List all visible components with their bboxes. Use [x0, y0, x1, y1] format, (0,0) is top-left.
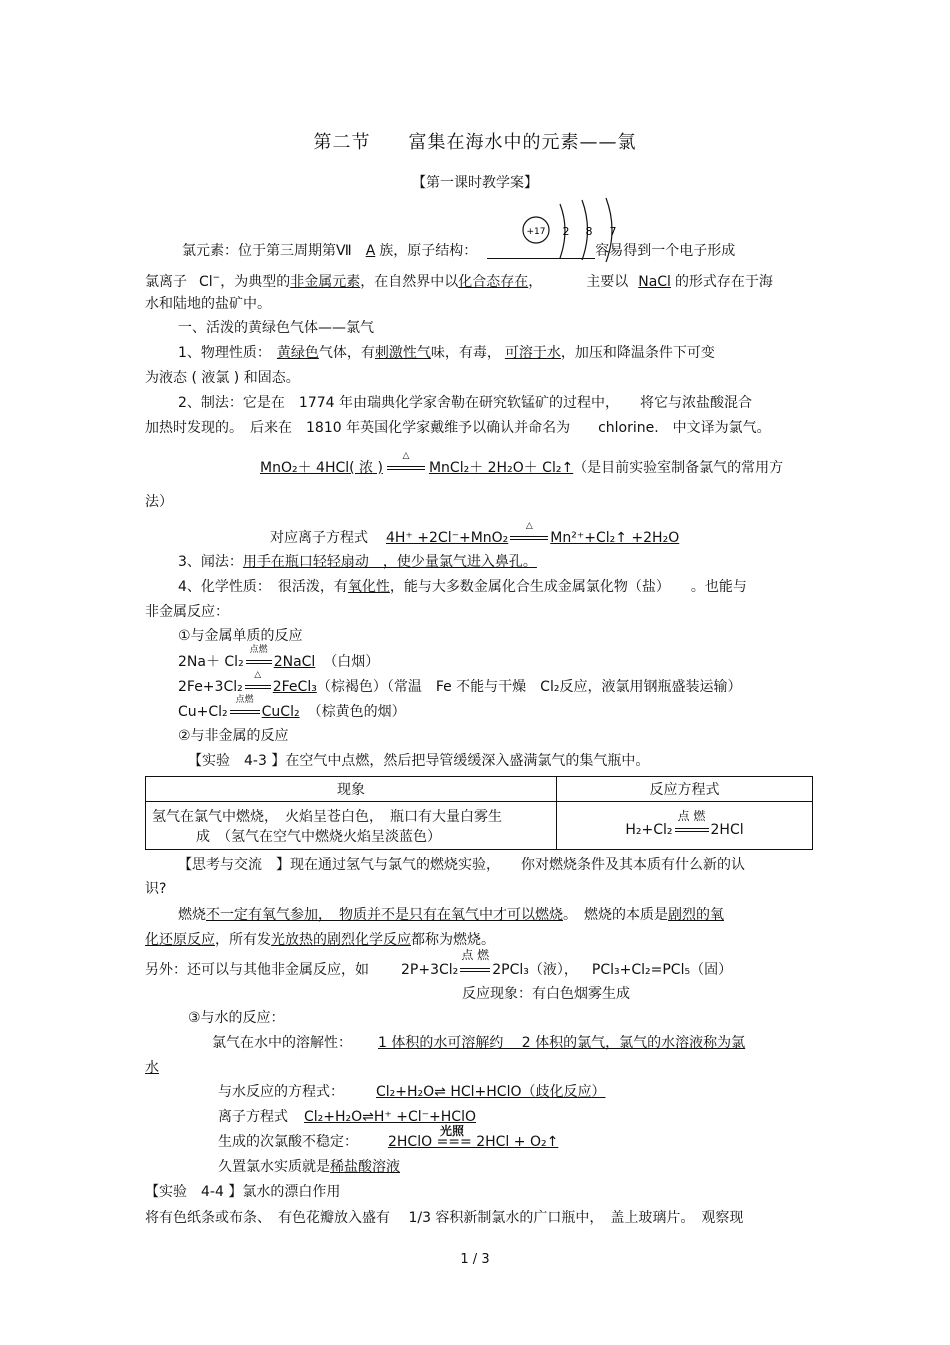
think-line-2: 识? [145, 881, 167, 897]
metal-reaction-heading: ①与金属单质的反应 [178, 628, 303, 644]
table-header-equation: 反应方程式 [557, 777, 813, 802]
preparation-equation-note: 法） [145, 494, 173, 510]
solubility-line-2: 水 [145, 1060, 159, 1076]
experiment-4-4-line: 将有色纸条或布条、 有色花瓣放入盛有 1/3 容积新制氯水的广口瓶中， 盖上玻璃片。 观察现 [145, 1210, 744, 1226]
intro-line-3: 水和陆地的盐矿中。 [145, 296, 271, 312]
experiment-4-3: 【实验 4-3 】在空气中点燃，然后把导管缓缓深入盛满氯气的集气瓶中。 [188, 753, 650, 769]
smell-method: 3、闻法：用手在瓶口轻轻扇动 ，使少量氯气进入鼻孔。 [178, 554, 537, 570]
nonmetal-reaction-heading: ②与非金属的反应 [178, 728, 289, 744]
chemical-properties-line-1: 4、化学性质： 很活泼，有氧化性，能与大多数金属化合生成金属氯化物（盐） 。也能与 [178, 579, 747, 595]
page-number: 1 / 3 [460, 1252, 490, 1267]
water-reaction-heading: ③与水的反应： [188, 1010, 285, 1026]
hclo-decomposition: 生成的次氯酸不稳定： 光照 2HClO === 2HCl + O₂↑ [218, 1124, 559, 1150]
preparation-line-1: 2、制法：它是在 1774 年由瑞典化学家舍勒在研究软锰矿的过程中， 将它与浓盐酸混合 [178, 395, 752, 411]
ionic-equation: 对应离子方程式 4H⁺ +2Cl⁻+MnO₂ △ Mn²⁺+Cl₂↑ +2H₂O [270, 521, 680, 546]
preparation-line-2: 加热时发现的。 后来在 1810 年英国化学家戴维予以确认并命名为 chlorine. 中文译为氯气。 [145, 420, 771, 436]
shell-count-2: 8 [585, 225, 593, 238]
think-line-4: 化还原反应，所有发光放热的剧烈化学反应都称为燃烧。 [145, 932, 495, 948]
reaction-na: 2Na＋ Cl₂ 点燃 2NaCl （白烟） [178, 645, 380, 670]
table-cell-phenomenon: 氢气在氯气中燃烧， 火焰呈苍白色， 瓶口有大量白雾生 成 （氢气在空气中燃烧火焰呈淡蓝色） [146, 802, 557, 850]
water-ionic-equation: 离子方程式 Cl₂+H₂O⇌H⁺ +Cl⁻+HClO [218, 1109, 476, 1125]
page-title: 第二节 富集在海水中的元素——氯 [313, 132, 637, 153]
section-heading-chlorine: 一、活泼的黄绿色气体——氯气 [178, 320, 374, 336]
shell-count-1: 2 [562, 225, 570, 238]
table-header-phenomenon: 现象 [146, 777, 557, 802]
reaction-cu: Cu+Cl₂ 点燃 CuCl₂ （棕黄色的烟） [178, 695, 406, 720]
experiment-4-4-heading: 【实验 4-4 】氯水的漂白作用 [145, 1184, 341, 1200]
preparation-equation: MnO₂＋ 4HCl( 浓 ) △ MnCl₂＋ 2H₂O＋ Cl₂↑（是目前实验室制备氯气的常用方 [260, 451, 784, 476]
other-nonmetal-reaction: 另外：还可以与其他非金属反应，如 2P+3Cl₂ 点 燃 2PCl₃（液）， PCl₃+Cl₂=PCl₅（固） [145, 948, 733, 978]
table-cell-equation: H₂+Cl₂ 点 燃 2HCl [557, 802, 813, 850]
shell-count-3: 7 [609, 225, 617, 238]
water-equation: 与水反应的方程式： Cl₂+H₂O⇌ HCl+HClO（歧化反应） [218, 1084, 606, 1100]
think-line-3: 燃烧不一定有氧气参加， 物质并不是只有在氧气中才可以燃烧。 燃烧的本质是剧烈的氧 [178, 907, 724, 923]
reaction-fe: 2Fe+3Cl₂ △ 2FeCl₃（棕褐色）（常温 Fe 不能与干燥 Cl₂反应，液氯用钢瓶盛装运输） [178, 670, 742, 695]
experiment-table [145, 776, 813, 850]
reaction-phenomenon: 反应现象：有白色烟雾生成 [462, 986, 630, 1002]
solubility-line: 氯气在水中的溶解性： 1 体积的水可溶解约 2 体积的氯气，氯气的水溶液称为氯 [212, 1035, 746, 1051]
aged-chlorine-water: 久置氯水实质就是稀盐酸溶液 [218, 1159, 400, 1175]
chemical-properties-line-2: 非金属反应： [145, 604, 229, 620]
intro-line-1: 氯元素：位于第三周期第Ⅶ A 族，原子结构： 容易得到一个电子形成 [182, 243, 736, 259]
think-line-1: 【思考与交流 】现在通过氢气与氯气的燃烧实验， 你对燃烧条件及其本质有什么新的认 [178, 857, 745, 873]
lesson-subtitle: 【第一课时教学案】 [412, 175, 538, 191]
nucleus-label: +17 [526, 227, 546, 237]
intro-line-2: 氯离子 Cl−，为典型的非金属元素，在自然界中以化合态存在， 主要以 NaCl 的形式存在于海 [145, 273, 773, 290]
physical-properties-line-1: 1、物理性质： 黄绿色气体，有刺激性气味，有毒， 可溶于水，加压和降温条件下可变 [178, 345, 715, 361]
physical-properties-line-2: 为液态 ( 液氯 ) 和固态。 [145, 370, 300, 386]
